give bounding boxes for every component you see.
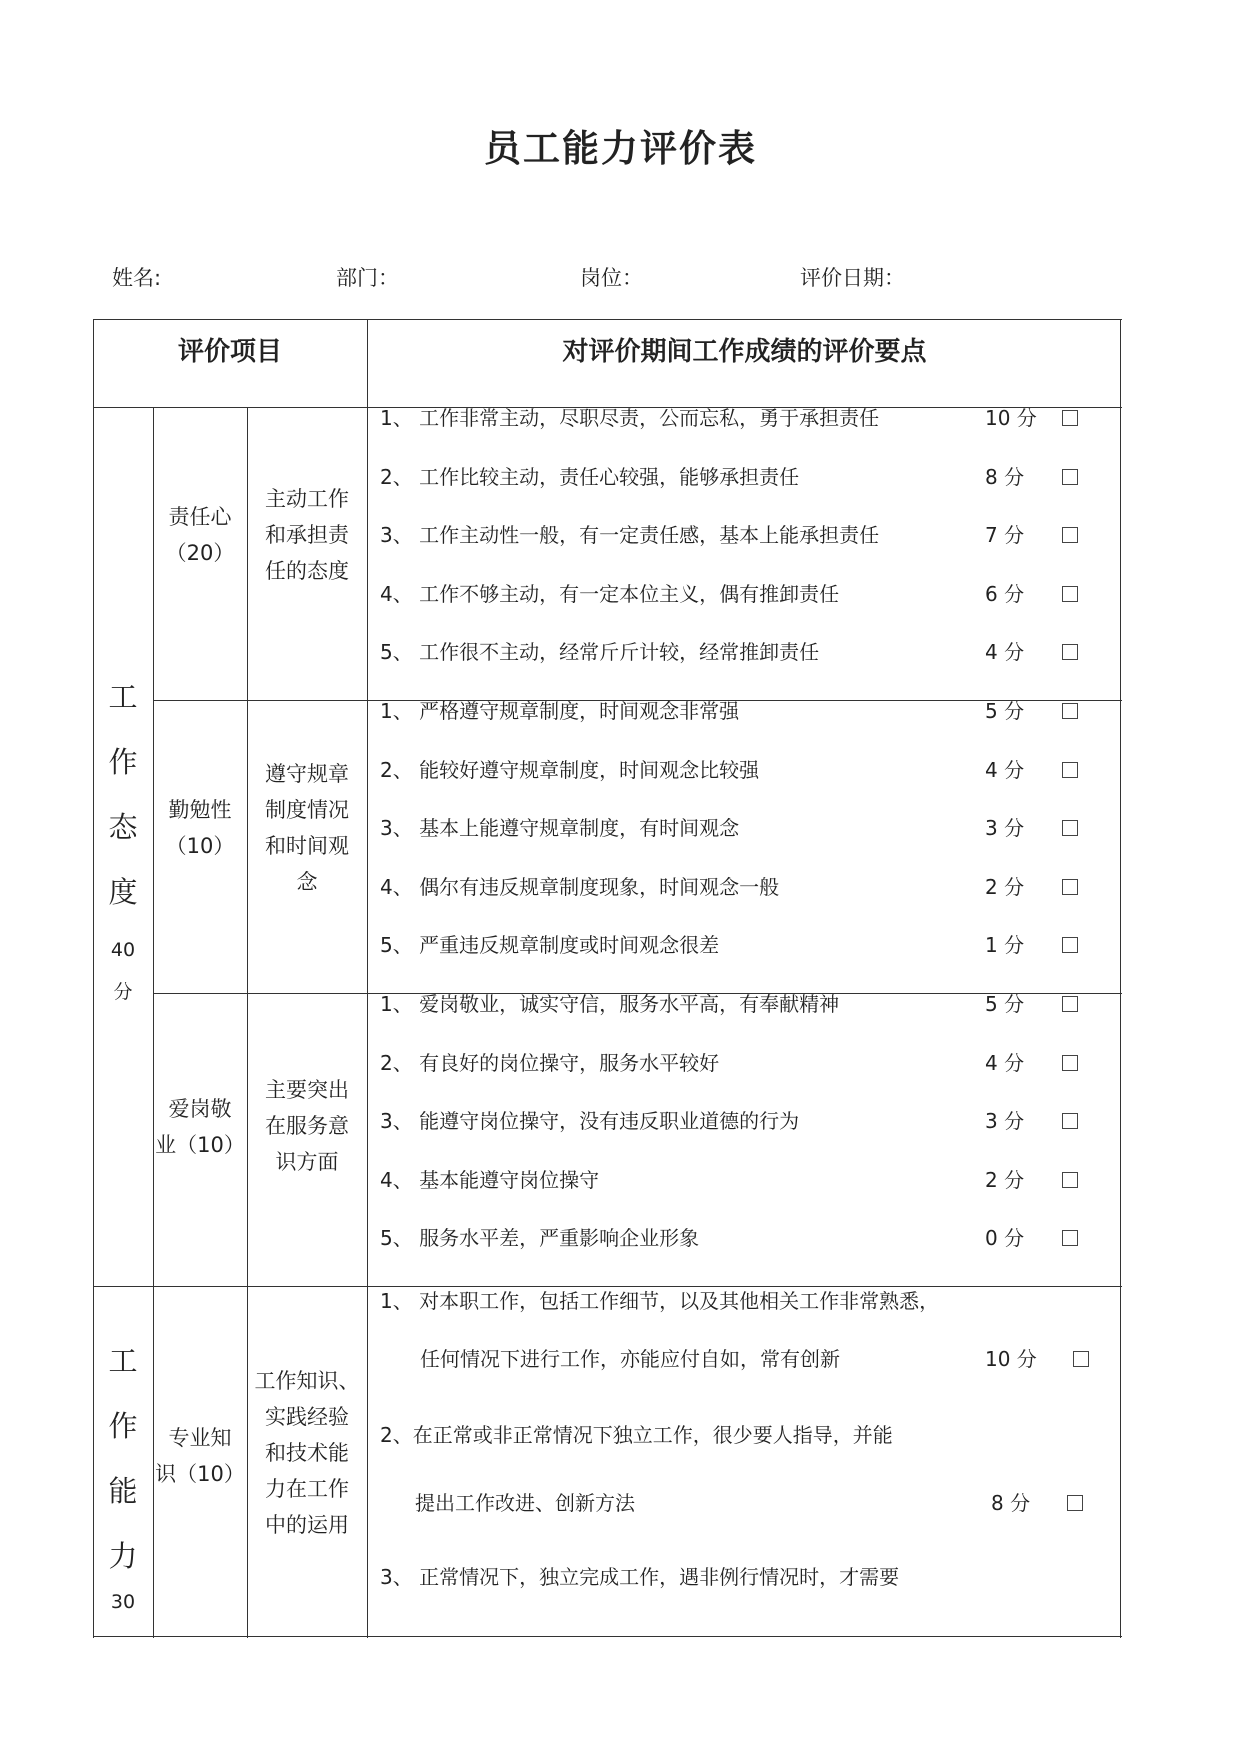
option-text: 1、 严格遵守规章制度，时间观念非常强 (380, 699, 740, 723)
score-checkbox[interactable] (1062, 527, 1078, 543)
evaluation-date-label: 评价日期： (800, 266, 905, 290)
table-border-top (93, 319, 1122, 320)
department-label: 部门： (336, 266, 399, 290)
option-score: 4 分 (985, 640, 1025, 664)
option-text: 5、 工作很不主动，经常斤斤计较，经常推卸责任 (380, 640, 820, 664)
score-checkbox[interactable] (1062, 1230, 1078, 1246)
option-text: 提出工作改进、创新方法 (415, 1491, 635, 1515)
option-score: 10 分 (985, 1347, 1037, 1371)
group-points-ability: 30 (110, 1591, 136, 1613)
option-text: 1、 对本职工作，包括工作细节，以及其他相关工作非常熟悉， (380, 1289, 940, 1313)
option-score: 0 分 (985, 1226, 1025, 1250)
option-text: 4、 基本能遵守岗位操守 (380, 1168, 600, 1192)
option-score: 10 分 (985, 406, 1037, 430)
desc-professional-knowledge: 工作知识、 实践经验 和技术能 力在工作 中的运用 (254, 1369, 360, 1537)
option-text: 4、 工作不够主动，有一定本位主义，偶有推卸责任 (380, 582, 840, 606)
score-checkbox[interactable] (1062, 410, 1078, 426)
score-checkbox[interactable] (1062, 1113, 1078, 1129)
option-score: 3 分 (985, 816, 1025, 840)
option-score: 5 分 (985, 699, 1025, 723)
score-checkbox[interactable] (1062, 762, 1078, 778)
score-checkbox[interactable] (1062, 937, 1078, 953)
item-professional-knowledge: 专业知 识（10） (155, 1426, 245, 1486)
option-text: 1、 工作非常主动，尽职尽责，公而忘私，勇于承担责任 (380, 406, 880, 430)
option-score: 1 分 (985, 933, 1025, 957)
option-score: 4 分 (985, 758, 1025, 782)
option-text: 5、 服务水平差，严重影响企业形象 (380, 1226, 700, 1250)
option-text: 5、 严重违反规章制度或时间观念很差 (380, 933, 720, 957)
score-checkbox[interactable] (1067, 1495, 1083, 1511)
desc-responsibility: 主动工作 和承担责 任的态度 (265, 487, 349, 583)
option-text: 2、 有良好的岗位操守，服务水平较好 (380, 1051, 720, 1075)
score-checkbox[interactable] (1062, 1172, 1078, 1188)
option-score: 4 分 (985, 1051, 1025, 1075)
score-checkbox[interactable] (1073, 1351, 1089, 1367)
score-checkbox[interactable] (1062, 644, 1078, 660)
position-label: 岗位： (580, 266, 643, 290)
score-checkbox[interactable] (1062, 996, 1078, 1012)
option-text: 2、在正常或非正常情况下独立工作，很少要人指导，并能 (380, 1423, 893, 1447)
option-score: 2 分 (985, 1168, 1025, 1192)
score-checkbox[interactable] (1062, 1055, 1078, 1071)
option-text: 3、 基本上能遵守规章制度，有时间观念 (380, 816, 740, 840)
header-evaluation-points: 对评价期间工作成绩的评价要点 (562, 337, 927, 367)
option-score: 3 分 (985, 1109, 1025, 1133)
desc-diligence: 遵守规章 制度情况 和时间观 念 (265, 762, 349, 894)
table-border-right (1120, 319, 1121, 1638)
option-score: 8 分 (985, 465, 1025, 489)
header-evaluation-item: 评价项目 (177, 337, 282, 367)
score-checkbox[interactable] (1062, 586, 1078, 602)
item-diligence: 勤勉性 （10） (165, 798, 235, 858)
option-score: 7 分 (985, 523, 1025, 547)
option-score: 8 分 (991, 1491, 1031, 1515)
item-dedication: 爱岗敬 业（10） (155, 1097, 245, 1157)
option-score: 2 分 (985, 875, 1025, 899)
evaluation-table (93, 319, 1122, 1638)
option-text: 3、 工作主动性一般，有一定责任感，基本上能承担责任 (380, 523, 880, 547)
name-label: 姓名: (112, 266, 162, 290)
page-title: 员工能力评价表 (484, 127, 757, 170)
option-score: 6 分 (985, 582, 1025, 606)
score-checkbox[interactable] (1062, 879, 1078, 895)
desc-dedication: 主要突出 在服务意 识方面 (265, 1078, 349, 1174)
group-name-ability: 工 作 能 力 (108, 1344, 138, 1573)
score-checkbox[interactable] (1062, 703, 1078, 719)
score-checkbox[interactable] (1062, 820, 1078, 836)
score-checkbox[interactable] (1062, 469, 1078, 485)
option-text: 任何情况下进行工作，亦能应付自如，常有创新 (420, 1347, 840, 1371)
option-text: 2、 工作比较主动，责任心较强，能够承担责任 (380, 465, 800, 489)
option-text: 3、 能遵守岗位操守，没有违反职业道德的行为 (380, 1109, 800, 1133)
option-text: 2、 能较好遵守规章制度，时间观念比较强 (380, 758, 760, 782)
option-text: 1、 爱岗敬业，诚实守信，服务水平高，有奉献精神 (380, 992, 840, 1016)
item-responsibility: 责任心 （20） (165, 505, 235, 565)
option-text: 3、 正常情况下，独立完成工作，遇非例行情况时，才需要 (380, 1565, 900, 1589)
group-name-attitude: 工 作 态 度 (108, 680, 138, 909)
group-points-attitude: 40 分 (110, 939, 136, 1003)
option-score: 5 分 (985, 992, 1025, 1016)
option-text: 4、 偶尔有违反规章制度现象，时间观念一般 (380, 875, 780, 899)
column-divider (367, 319, 368, 1638)
